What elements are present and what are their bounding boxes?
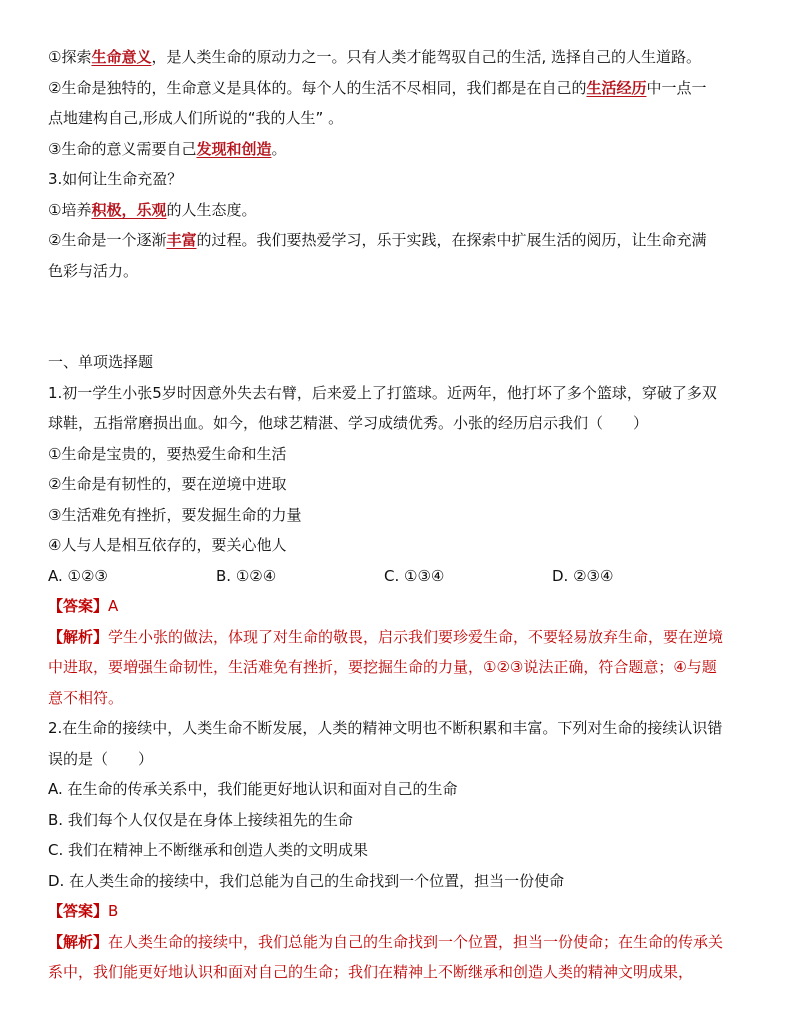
q2-option-a: A. 在生命的传承关系中，我们能更好地认识和面对自己的生命 [48,780,458,798]
analysis-tag: 【解析】 [48,932,109,951]
q2-option-c: C. 我们在精神上不断继承和创造人类的文明成果 [48,841,369,859]
keyword-highlight: 积极，乐观 [91,200,167,219]
answer-tag: 【答案】 [48,597,109,615]
keyword-highlight: 丰富 [166,231,197,249]
q1-option-b: B. ①②④ [216,566,277,585]
q1-analysis-line-2: 中进取，要増强生命韧性，生活难免有挫折，要挖掘生命的力量，①②③说法正确，符合题意；④与题 [48,658,717,676]
section-spacer [48,286,734,347]
q1-option-c: C. ①③④ [384,566,445,585]
q1-stem-line-1: 1.初一学生小张5岁时因意外失去右臂，后来爱上了打篮球。近两年，他打坏了多个篮球，穿破了多双 [48,383,717,402]
keyword-highlight: 生命意义 [91,48,152,66]
q2-option-b: B. 我们每个人仅仅是在身体上接续祖先的生命 [48,810,353,829]
q1-statement-1: ①生命是宝贵的，要热爱生命和生活 [48,444,287,463]
knowledge-line-2: ②生命是独特的，生命意义是具体的。每个人的生活不尽相同，我们都是在自己的生活经历中一点一 [48,78,707,97]
knowledge-heading-3: 3.如何让生命充盈？ [48,170,183,188]
q1-statement-3: ③生活难免有挫折，要发掘生命的力量 [48,505,302,524]
q1-options [48,561,734,592]
q2-stem-line-2: 误的是（ ） [48,749,154,768]
knowledge-line-5: ①培养积极，乐观的人生态度。 [48,200,257,219]
knowledge-line-6b: 色彩与活力。 [48,261,139,280]
answer-value: A [108,597,119,615]
q1-option-d: D. ②③④ [552,566,614,585]
q1-answer [48,591,734,622]
q2-analysis-line-2: 系中，我们能更好地认识和面对自己的生命；我们在精神上不断继承和创造人类的精神文明成果， [48,963,694,981]
q2-stem-line-1: 2.在生命的接续中，人类生命不断发展，人类的精神文明也不断积累和丰富。下列对生命的接续认识错 [48,719,723,737]
knowledge-line-3: ③生命的意义需要自己发现和创造。 [48,139,287,158]
q2-answer [48,896,734,927]
q1-option-a: A. ①②③ [48,566,108,585]
q1-analysis-line-3: 意不相符。 [48,688,124,707]
keyword-highlight: 生活经历 [586,78,647,97]
knowledge-line-1: ①探索生命意义，是人类生命的原动力之一。只有人类才能驾驭自己的生活, 选择自己的人生道路。 [48,48,702,66]
q2-analysis-line-1: 【解析】在人类生命的接续中，我们总能为自己的生命找到一个位置，担当一份使命；在生命的传承关 [48,932,724,951]
analysis-tag: 【解析】 [48,627,109,646]
answer-tag: 【答案】 [48,902,109,920]
section-title: 一、单项选择题 [48,353,154,371]
q2-option-d: D. 在人类生命的接续中，我们总能为自己的生命找到一个位置，担当一份使命 [48,871,565,890]
q1-stem-line-2: 球鞋，五指常磨损出血。如今，他球艺精湛、学习成绩优秀。小张的经历启示我们（ ） [48,414,649,432]
q1-statement-4: ④人与人是相互依存的，要关心他人 [48,536,287,554]
keyword-highlight: 发现和创造 [196,139,272,158]
knowledge-line-6: ②生命是一个逐渐丰富的过程。我们要热爱学习，乐于实践，在探索中扩展生活的阅历，让生命充满 [48,231,707,249]
answer-value: B [108,902,119,920]
q1-analysis-line-1: 【解析】学生小张的做法，体现了对生命的敬畏，启示我们要珍爱生命，不要轻易放弃生命，要在逆境 [48,627,724,646]
q1-statement-2: ②生命是有韧性的，要在逆境中进取 [48,475,287,493]
knowledge-line-2b: 点地建构自己,形成人们所说的“我的人生” 。 [48,109,344,127]
